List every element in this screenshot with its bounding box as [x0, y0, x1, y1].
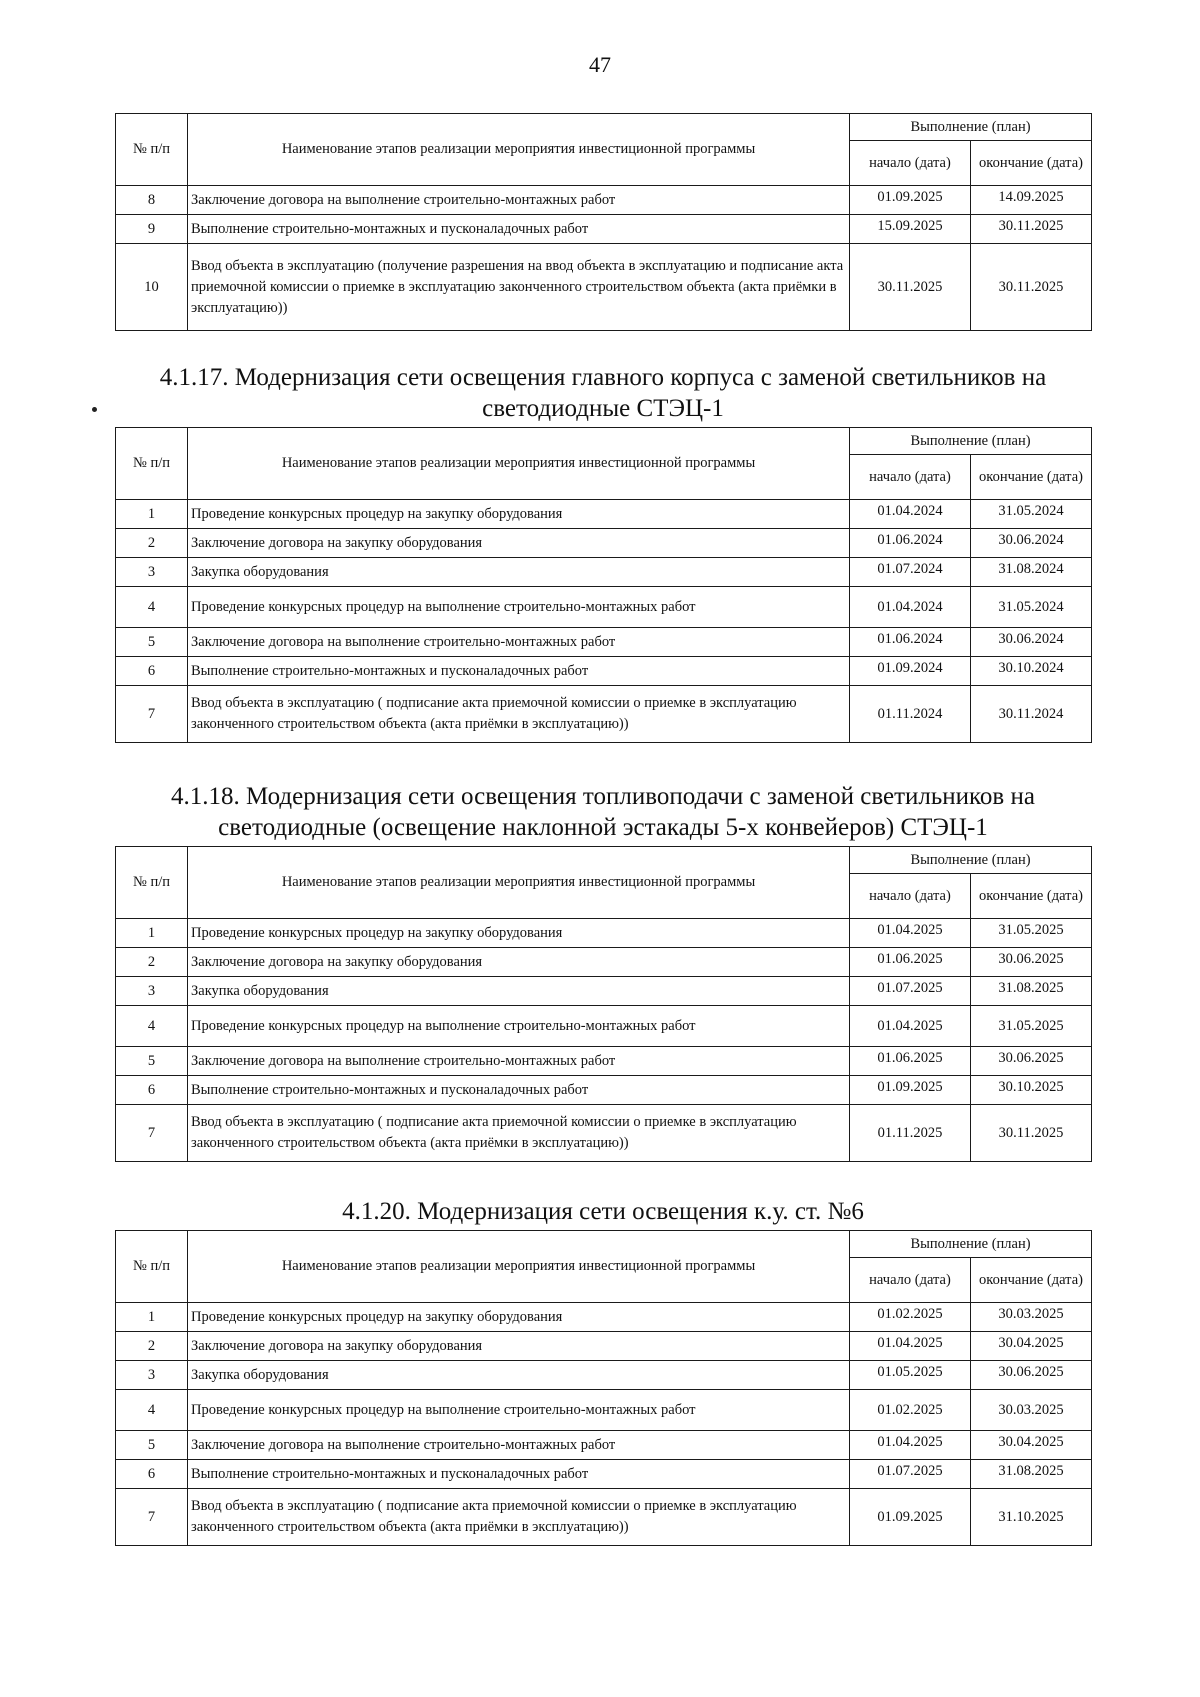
row-name: Выполнение строительно-монтажных и пусконаладочных работ	[188, 1076, 850, 1105]
table-row	[116, 1006, 1092, 1047]
header-num: № п/п	[116, 114, 188, 186]
table-row	[116, 1332, 1092, 1361]
header-name: Наименование этапов реализации мероприятия инвестиционной программы	[188, 428, 850, 500]
table-row	[116, 919, 1092, 948]
row-start: 01.07.2025	[850, 1460, 971, 1489]
row-name: Заключение договора на закупку оборудования	[188, 948, 850, 977]
row-start: 30.11.2025	[850, 244, 971, 331]
row-num: 10	[116, 244, 188, 331]
row-end: 31.10.2025	[971, 1489, 1092, 1546]
header-group: Выполнение (план)	[850, 1231, 1092, 1258]
row-num: 5	[116, 1431, 188, 1460]
row-end: 30.06.2025	[971, 1047, 1092, 1076]
row-num: 7	[116, 1105, 188, 1162]
row-start: 01.09.2025	[850, 1489, 971, 1546]
header-group: Выполнение (план)	[850, 428, 1092, 455]
row-num: 6	[116, 1076, 188, 1105]
section-title: 4.1.17. Модернизация сети освещения главного корпуса с заменой светильников на светодиодные СТЭЦ-1	[159, 364, 1047, 422]
table-row	[116, 587, 1092, 628]
table-row	[116, 977, 1092, 1006]
table-row	[116, 1076, 1092, 1105]
table-row	[116, 215, 1092, 244]
row-num: 5	[116, 1047, 188, 1076]
table-row	[116, 628, 1092, 657]
row-end: 31.05.2024	[971, 587, 1092, 628]
row-num: 4	[116, 587, 188, 628]
row-num: 1	[116, 1303, 188, 1332]
row-end: 31.08.2024	[971, 558, 1092, 587]
section-title: 4.1.20. Модернизация сети освещения к.у. ст. №6	[342, 1198, 864, 1225]
stray-mark	[92, 407, 97, 412]
table-row	[116, 1489, 1092, 1546]
row-start: 15.09.2025	[850, 215, 971, 244]
row-name: Ввод объекта в эксплуатацию ( подписание акта приемочной комиссии о приемке в эксплуатацию законченного строительством объекта (акта приёмки в эксплуатацию))	[188, 1105, 850, 1162]
row-num: 5	[116, 628, 188, 657]
row-end: 31.05.2025	[971, 1006, 1092, 1047]
row-start: 01.06.2024	[850, 529, 971, 558]
table-row	[116, 1047, 1092, 1076]
table-row	[116, 686, 1092, 743]
section-continuation	[115, 113, 1091, 331]
header-end: окончание (дата)	[971, 1258, 1092, 1303]
row-end: 31.05.2024	[971, 500, 1092, 529]
row-num: 4	[116, 1006, 188, 1047]
row-end: 30.04.2025	[971, 1431, 1092, 1460]
table-row	[116, 1105, 1092, 1162]
row-name: Закупка оборудования	[188, 977, 850, 1006]
section-4-1-18	[115, 781, 1091, 1162]
row-num: 2	[116, 529, 188, 558]
table-row	[116, 529, 1092, 558]
row-end: 30.10.2024	[971, 657, 1092, 686]
row-end: 31.05.2025	[971, 919, 1092, 948]
header-group: Выполнение (план)	[850, 847, 1092, 874]
row-end: 30.11.2025	[971, 1105, 1092, 1162]
row-start: 01.04.2025	[850, 1006, 971, 1047]
row-start: 01.06.2024	[850, 628, 971, 657]
row-start: 01.07.2025	[850, 977, 971, 1006]
row-end: 30.11.2025	[971, 215, 1092, 244]
row-start: 01.07.2024	[850, 558, 971, 587]
header-end: окончание (дата)	[971, 874, 1092, 919]
row-start: 01.04.2024	[850, 500, 971, 529]
row-start: 01.09.2025	[850, 186, 971, 215]
row-start: 01.11.2024	[850, 686, 971, 743]
row-name: Закупка оборудования	[188, 1361, 850, 1390]
page-number: 47	[589, 52, 611, 77]
row-name: Закупка оборудования	[188, 558, 850, 587]
row-start: 01.02.2025	[850, 1390, 971, 1431]
row-name: Ввод объекта в эксплуатацию ( подписание акта приемочной комиссии о приемке в эксплуатацию законченного строительством объекта (акта приёмки в эксплуатацию))	[188, 686, 850, 743]
row-end: 30.06.2025	[971, 948, 1092, 977]
row-num: 3	[116, 977, 188, 1006]
row-end: 30.06.2025	[971, 1361, 1092, 1390]
header-num: № п/п	[116, 428, 188, 500]
schedule-table	[115, 846, 1092, 1162]
row-start: 01.06.2025	[850, 948, 971, 977]
table-row	[116, 1361, 1092, 1390]
row-name: Ввод объекта в эксплуатацию ( подписание акта приемочной комиссии о приемке в эксплуатацию законченного строительством объекта (акта приёмки в эксплуатацию))	[188, 1489, 850, 1546]
row-end: 30.06.2024	[971, 529, 1092, 558]
row-name: Заключение договора на закупку оборудования	[188, 529, 850, 558]
row-start: 01.09.2024	[850, 657, 971, 686]
row-end: 30.03.2025	[971, 1303, 1092, 1332]
row-num: 9	[116, 215, 188, 244]
row-name: Проведение конкурсных процедур на закупку оборудования	[188, 500, 850, 529]
row-end: 30.03.2025	[971, 1390, 1092, 1431]
row-num: 7	[116, 1489, 188, 1546]
row-name: Заключение договора на выполнение строительно-монтажных работ	[188, 1431, 850, 1460]
header-num: № п/п	[116, 1231, 188, 1303]
row-end: 31.08.2025	[971, 977, 1092, 1006]
row-name: Заключение договора на выполнение строительно-монтажных работ	[188, 628, 850, 657]
row-start: 01.06.2025	[850, 1047, 971, 1076]
row-start: 01.09.2025	[850, 1076, 971, 1105]
header-end: окончание (дата)	[971, 141, 1092, 186]
section-title: 4.1.18. Модернизация сети освещения топливоподачи с заменой светильников на светодиодные (освещение наклонной эстакады 5-х конвейеров) СТЭЦ-1	[171, 783, 1035, 841]
header-start: начало (дата)	[850, 141, 971, 186]
section-4-1-20	[115, 1196, 1091, 1546]
row-num: 7	[116, 686, 188, 743]
row-start: 01.05.2025	[850, 1361, 971, 1390]
schedule-table	[115, 113, 1092, 331]
table-row	[116, 948, 1092, 977]
header-start: начало (дата)	[850, 455, 971, 500]
row-name: Выполнение строительно-монтажных и пусконаладочных работ	[188, 215, 850, 244]
row-num: 6	[116, 657, 188, 686]
table-row	[116, 1460, 1092, 1489]
row-num: 3	[116, 558, 188, 587]
table-row	[116, 244, 1092, 331]
header-num: № п/п	[116, 847, 188, 919]
table-row	[116, 500, 1092, 529]
row-name: Проведение конкурсных процедур на выполнение строительно-монтажных работ	[188, 1390, 850, 1431]
row-end: 31.08.2025	[971, 1460, 1092, 1489]
row-num: 2	[116, 948, 188, 977]
row-name: Заключение договора на выполнение строительно-монтажных работ	[188, 186, 850, 215]
row-start: 01.02.2025	[850, 1303, 971, 1332]
row-num: 8	[116, 186, 188, 215]
row-end: 30.04.2025	[971, 1332, 1092, 1361]
header-group: Выполнение (план)	[850, 114, 1092, 141]
header-start: начало (дата)	[850, 1258, 971, 1303]
row-start: 01.04.2025	[850, 1431, 971, 1460]
row-num: 1	[116, 500, 188, 529]
row-num: 4	[116, 1390, 188, 1431]
row-name: Ввод объекта в эксплуатацию (получение разрешения на ввод объекта в эксплуатацию и подписание акта приемочной комиссии о приемке в эксплуатацию законченного строительством объекта (акта приёмки в эксплуатацию))	[188, 244, 850, 331]
row-name: Проведение конкурсных процедур на закупку оборудования	[188, 919, 850, 948]
row-end: 30.06.2024	[971, 628, 1092, 657]
row-num: 1	[116, 919, 188, 948]
row-num: 2	[116, 1332, 188, 1361]
row-start: 01.11.2025	[850, 1105, 971, 1162]
row-num: 6	[116, 1460, 188, 1489]
table-row	[116, 1303, 1092, 1332]
row-start: 01.04.2025	[850, 1332, 971, 1361]
row-name: Выполнение строительно-монтажных и пусконаладочных работ	[188, 657, 850, 686]
row-name: Проведение конкурсных процедур на выполнение строительно-монтажных работ	[188, 1006, 850, 1047]
header-end: окончание (дата)	[971, 455, 1092, 500]
schedule-table	[115, 1230, 1092, 1546]
row-num: 3	[116, 1361, 188, 1390]
header-start: начало (дата)	[850, 874, 971, 919]
table-row	[116, 1390, 1092, 1431]
row-name: Проведение конкурсных процедур на выполнение строительно-монтажных работ	[188, 587, 850, 628]
row-end: 30.10.2025	[971, 1076, 1092, 1105]
header-name: Наименование этапов реализации мероприятия инвестиционной программы	[188, 114, 850, 186]
section-4-1-17	[115, 362, 1091, 743]
row-end: 14.09.2025	[971, 186, 1092, 215]
row-name: Заключение договора на закупку оборудования	[188, 1332, 850, 1361]
row-start: 01.04.2024	[850, 587, 971, 628]
table-row	[116, 558, 1092, 587]
table-row	[116, 186, 1092, 215]
header-name: Наименование этапов реализации мероприятия инвестиционной программы	[188, 847, 850, 919]
row-start: 01.04.2025	[850, 919, 971, 948]
row-end: 30.11.2024	[971, 686, 1092, 743]
row-name: Заключение договора на выполнение строительно-монтажных работ	[188, 1047, 850, 1076]
row-name: Проведение конкурсных процедур на закупку оборудования	[188, 1303, 850, 1332]
row-name: Выполнение строительно-монтажных и пусконаладочных работ	[188, 1460, 850, 1489]
table-row	[116, 657, 1092, 686]
schedule-table	[115, 427, 1092, 743]
table-row	[116, 1431, 1092, 1460]
header-name: Наименование этапов реализации мероприятия инвестиционной программы	[188, 1231, 850, 1303]
row-end: 30.11.2025	[971, 244, 1092, 331]
